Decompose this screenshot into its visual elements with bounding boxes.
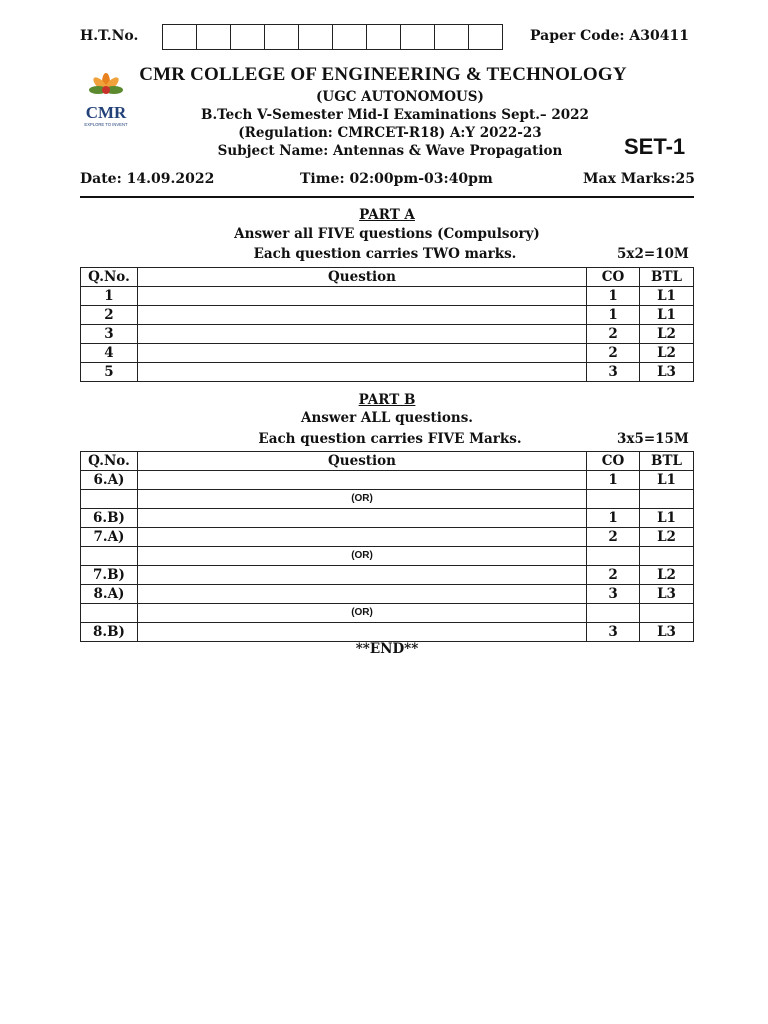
- htno-box[interactable]: [162, 24, 197, 50]
- htno-box[interactable]: [196, 24, 231, 50]
- exam-time: Time: 02:00pm-03:40pm: [300, 171, 493, 187]
- qno-cell: [81, 604, 138, 623]
- table-row: [81, 509, 694, 528]
- part-a-table: [80, 267, 694, 382]
- col-header-question: Question: [137, 268, 586, 287]
- qno-cell: 7.A): [81, 528, 138, 547]
- question-cell: [137, 287, 586, 306]
- table-row: [81, 325, 694, 344]
- part-b-title: PART B: [358, 392, 416, 408]
- htno-box[interactable]: [332, 24, 367, 50]
- table-row: [81, 604, 694, 623]
- qno-cell: 5: [81, 363, 138, 382]
- table-row: [81, 623, 694, 642]
- table-row: [81, 585, 694, 604]
- qno-cell: 8.B): [81, 623, 138, 642]
- part-b-marks-note: Each question carries FIVE Marks.: [258, 431, 522, 447]
- co-cell: 1: [587, 306, 640, 325]
- co-cell: 2: [587, 566, 640, 585]
- question-cell: [137, 566, 586, 585]
- col-header-question: Question: [137, 452, 586, 471]
- co-cell: [587, 547, 640, 566]
- table-row: [81, 490, 694, 509]
- set-label: SET-1: [624, 134, 686, 159]
- btl-cell: L1: [640, 306, 694, 325]
- btl-cell: L2: [640, 325, 694, 344]
- qno-cell: [81, 490, 138, 509]
- co-cell: 1: [587, 509, 640, 528]
- co-cell: 1: [587, 471, 640, 490]
- col-header-btl: BTL: [640, 268, 694, 287]
- header-divider: [80, 196, 694, 198]
- btl-cell: L3: [640, 363, 694, 382]
- btl-cell: L2: [640, 528, 694, 547]
- htno-box[interactable]: [298, 24, 333, 50]
- question-cell: [137, 325, 586, 344]
- exam-line: B.Tech V-Semester Mid-I Examinations Sept.– 2022: [201, 107, 589, 123]
- co-cell: 3: [587, 623, 640, 642]
- or-separator: (OR): [137, 604, 586, 623]
- table-row: [81, 566, 694, 585]
- autonomous-line: (UGC AUTONOMOUS): [316, 89, 484, 105]
- college-name: CMR COLLEGE OF ENGINEERING & TECHNOLOGY: [139, 64, 627, 85]
- qno-cell: 1: [81, 287, 138, 306]
- co-cell: [587, 490, 640, 509]
- qno-cell: 4: [81, 344, 138, 363]
- subject-line: Subject Name: Antennas & Wave Propagation: [217, 143, 563, 159]
- or-separator: (OR): [137, 490, 586, 509]
- co-cell: [587, 604, 640, 623]
- qno-cell: 6.A): [81, 471, 138, 490]
- co-cell: 2: [587, 325, 640, 344]
- table-header-row: [81, 452, 694, 471]
- co-cell: 1: [587, 287, 640, 306]
- co-cell: 3: [587, 363, 640, 382]
- part-a-title: PART A: [359, 207, 415, 223]
- qno-cell: 6.B): [81, 509, 138, 528]
- question-cell: [137, 528, 586, 547]
- col-header-qno: Q.No.: [81, 452, 138, 471]
- btl-cell: L1: [640, 287, 694, 306]
- btl-cell: L1: [640, 509, 694, 528]
- table-row: [81, 363, 694, 382]
- htno-label: H.T.No.: [80, 28, 139, 44]
- logo-petals-icon: [89, 73, 123, 94]
- co-cell: 2: [587, 344, 640, 363]
- co-cell: 3: [587, 585, 640, 604]
- col-header-co: CO: [587, 268, 640, 287]
- logo-text: CMR: [85, 103, 127, 122]
- btl-cell: L3: [640, 585, 694, 604]
- logo-tagline: EXPLORE TO INVENT: [84, 122, 128, 127]
- col-header-co: CO: [587, 452, 640, 471]
- max-marks: Max Marks:25: [583, 171, 695, 187]
- btl-cell: L3: [640, 623, 694, 642]
- btl-cell: L1: [640, 471, 694, 490]
- btl-cell: [640, 490, 694, 509]
- question-cell: [137, 623, 586, 642]
- qno-cell: 8.A): [81, 585, 138, 604]
- part-a-instruction: Answer all FIVE questions (Compulsory): [234, 226, 540, 242]
- qno-cell: 2: [81, 306, 138, 325]
- regulation-line: (Regulation: CMRCET-R18) A:Y 2022-23: [238, 125, 542, 141]
- col-header-btl: BTL: [640, 452, 694, 471]
- btl-cell: [640, 604, 694, 623]
- part-b-instruction: Answer ALL questions.: [301, 410, 473, 426]
- question-cell: [137, 344, 586, 363]
- btl-cell: L2: [640, 344, 694, 363]
- htno-box[interactable]: [468, 24, 503, 50]
- question-cell: [137, 363, 586, 382]
- btl-cell: [640, 547, 694, 566]
- paper-code: Paper Code: A30411: [530, 28, 689, 44]
- qno-cell: 3: [81, 325, 138, 344]
- table-row: [81, 287, 694, 306]
- htno-box[interactable]: [400, 24, 435, 50]
- question-cell: [137, 509, 586, 528]
- question-cell: [137, 471, 586, 490]
- htno-box[interactable]: [434, 24, 469, 50]
- qno-cell: 7.B): [81, 566, 138, 585]
- part-a-marks-note: Each question carries TWO marks.: [253, 246, 517, 262]
- col-header-qno: Q.No.: [81, 268, 138, 287]
- exam-date: Date: 14.09.2022: [80, 171, 215, 187]
- htno-box[interactable]: [366, 24, 401, 50]
- question-cell: [137, 585, 586, 604]
- htno-boxes[interactable]: [163, 24, 503, 50]
- htno-box[interactable]: [264, 24, 299, 50]
- table-row: [81, 547, 694, 566]
- or-separator: (OR): [137, 547, 586, 566]
- part-a-marks-total: 5x2=10M: [617, 246, 689, 262]
- table-row: [81, 306, 694, 325]
- qno-cell: [81, 547, 138, 566]
- table-header-row: [81, 268, 694, 287]
- end-marker: **END**: [355, 641, 419, 657]
- table-row: [81, 528, 694, 547]
- htno-box[interactable]: [230, 24, 265, 50]
- part-b-table: [80, 451, 694, 642]
- co-cell: 2: [587, 528, 640, 547]
- table-row: [81, 471, 694, 490]
- btl-cell: L2: [640, 566, 694, 585]
- part-b-marks-total: 3x5=15M: [617, 431, 689, 447]
- question-cell: [137, 306, 586, 325]
- table-row: [81, 344, 694, 363]
